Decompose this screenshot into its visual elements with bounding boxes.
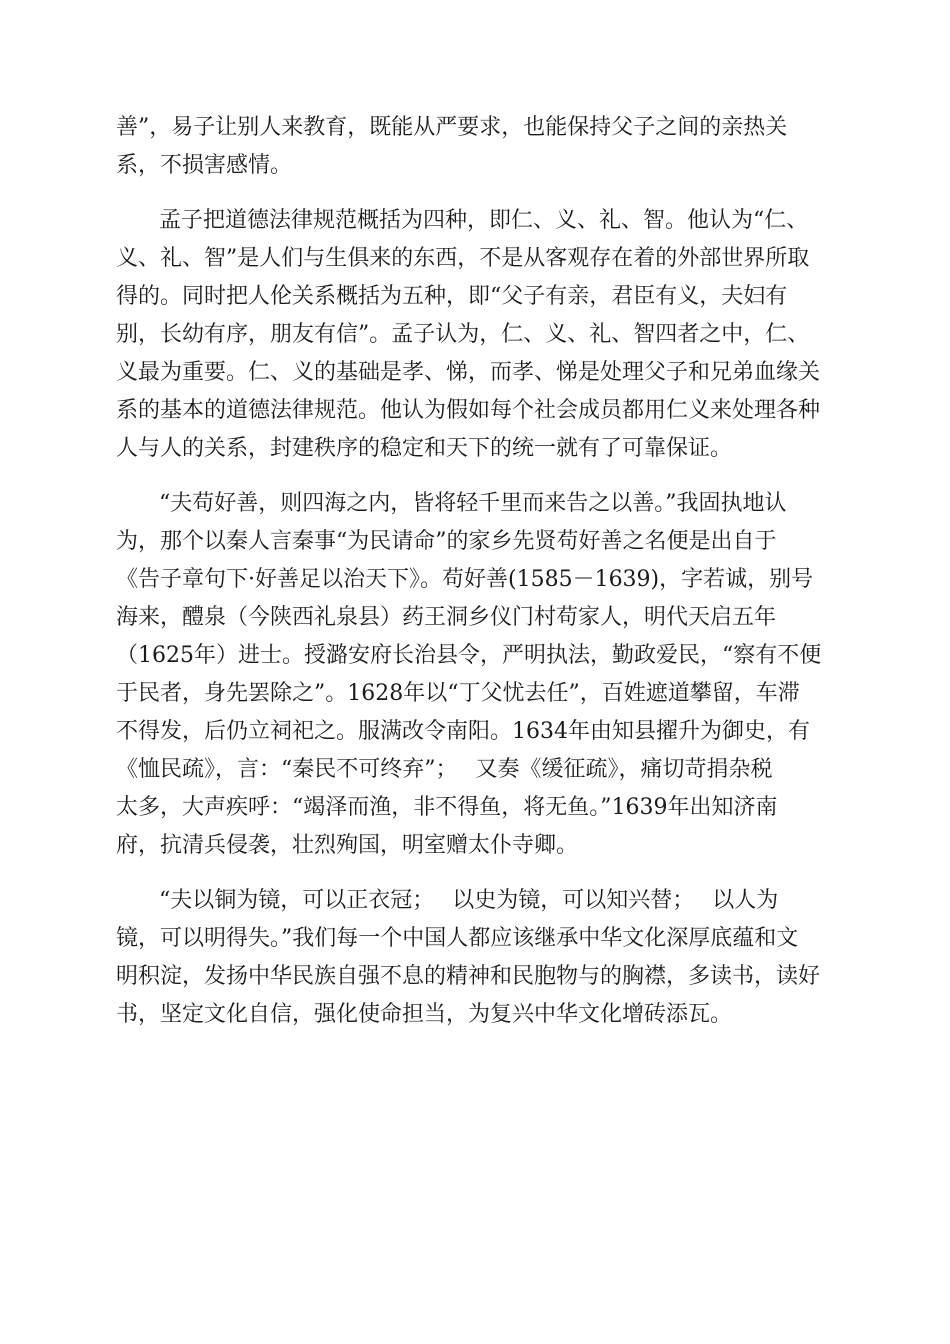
paragraph-2-line-3: 得的。同时把人伦关系概括为五种，即“父子有亲，君臣有义，夫妇有 <box>116 284 788 309</box>
paragraph-2-line-6: 系的基本的道德法律规范。他认为假如每个社会成员都用仁义来处理各种 <box>116 398 821 423</box>
paragraph-3-line-1: “夫苟好善，则四海之内，皆将轻千里而来告之以善。”我固执地认 <box>159 491 787 516</box>
paragraph-3-line-8: 《恤民疏》，言：“秦民不可终弃”； 又奏《缓征疏》，痛切苛捐杂税 <box>116 757 773 782</box>
paragraph-3-line-4: 海来，醴泉（今陕西礼泉县）药王洞乡仪门村苟家人，明代天启五年 <box>116 605 777 630</box>
paragraph-3-line-3: 《告子章句下·好善足以治天下》。苟好善(1585－1639)，字若诚，别号 <box>116 567 814 592</box>
paragraph-3-line-9: 太多，大声疾呼：“竭泽而渔，非不得鱼，将无鱼。”1639年出知济南 <box>116 795 778 820</box>
paragraph-4-line-3: 明积淀，发扬中华民族自强不息的精神和民胞物与的胸襟，多读书，读好 <box>116 964 821 989</box>
paragraph-3-line-5: （1625年）进士。授潞安府长治县令，严明执法，勤政爱民，“察有不便 <box>116 643 822 668</box>
paragraph-3-line-7: 不得发，后仍立祠祀之。服满改令南阳。1634年由知县擢升为御史，有 <box>116 719 810 744</box>
paragraph-2-line-5: 义最为重要。仁、义的基础是孝、悌，而孝、悌是处理父子和兄弟血缘关 <box>116 360 821 385</box>
paragraph-2-line-1: 孟子把道德法律规范概括为四种，即仁、义、礼、智。他认为“仁、 <box>159 208 809 233</box>
paragraph-3-line-6: 于民者，身先罢除之”。1628年以“丁父忧去任”，百姓遮道攀留，车滞 <box>116 681 800 706</box>
paragraph-1-line-2: 系，不损害感情。 <box>116 153 293 178</box>
paragraph-4-line-2: 镜，可以明得失。”我们每一个中国人都应该继承中华文化深厚底蕴和文 <box>116 926 799 951</box>
paragraph-1-line-1: 善”，易子让别人来教育，既能从严要求，也能保持父子之间的亲热关 <box>116 115 788 140</box>
paragraph-3-line-10: 府，抗清兵侵袭，壮烈殉国，明室赠太仆寺卿。 <box>116 833 579 858</box>
paragraph-2-line-2: 义、礼、智”是人们与生俱来的东西，不是从客观存在着的外部世界所取 <box>116 246 810 271</box>
paragraph-2-line-4: 别，长幼有序，朋友有信”。孟子认为，仁、义、礼、智四者之中，仁、 <box>116 322 810 347</box>
paragraph-3-line-2: 为，那个以秦人言秦事“为民请命”的家乡先贤苟好善之名便是出自于 <box>116 529 777 554</box>
paragraph-2-line-7: 人与人的关系，封建秩序的稳定和天下的统一就有了可靠保证。 <box>116 436 733 461</box>
paragraph-4-line-1: “夫以铜为镜，可以正衣冠； 以史为镜，可以知兴替； 以人为 <box>159 888 779 913</box>
paragraph-4-line-4: 书，坚定文化自信，强化使命担当，为复兴中华文化增砖添瓦。 <box>116 1002 733 1027</box>
